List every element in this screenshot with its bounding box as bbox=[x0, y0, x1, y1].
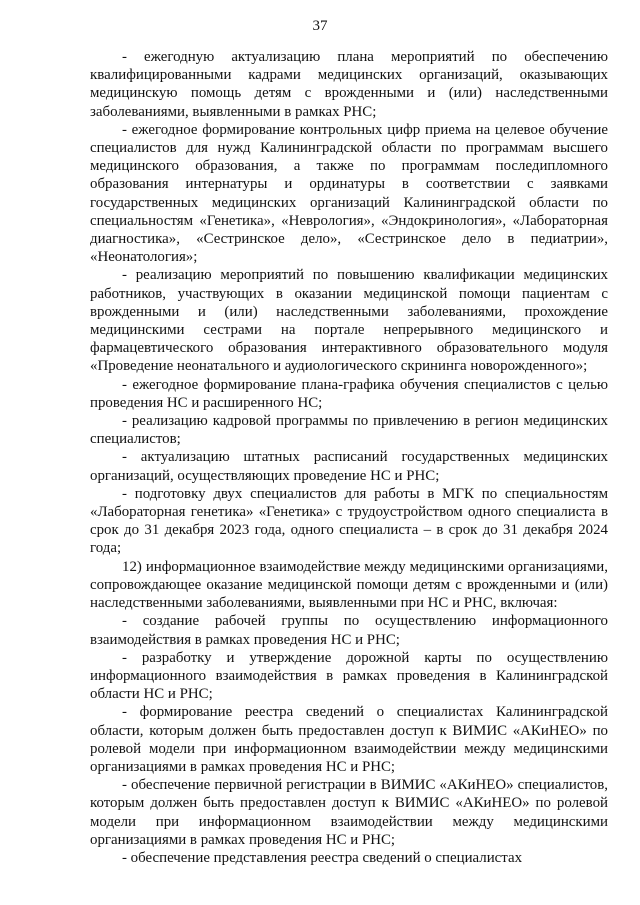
paragraph-mgk-specialists: - подготовку двух специалистов для работы в МГК по специальностям «Лабораторная генетика» «Генетика» с трудоустройством одного специалиста в срок до 31 декабря 2023 года, одного специалиста – в срок до 31 декабря 2024 года; bbox=[90, 485, 608, 557]
paragraph-working-group: - создание рабочей группы по осуществлению информационного взаимодействия в рамках проведения НС и РНС; bbox=[90, 613, 608, 648]
paragraph-training-schedule: - ежегодное формирование плана-графика обучения специалистов с целью проведения НС и расширенного НС; bbox=[90, 376, 608, 411]
page-number: 37 bbox=[312, 18, 328, 34]
paragraph-item-12-info-exchange: 12) информационное взаимодействие между медицинскими организациями, сопровождающее оказание медицинской помощи детям с врожденными и (или) наследственными заболеваниями, выявленными при НС и РНС, включая: bbox=[90, 558, 608, 612]
paragraph-specialist-registry: - формирование реестра сведений о специалистах Калининградской области, которым должен быть предоставлен доступ к ВИМИС «АКиНЕО» по ролевой модели при информационном взаимодействии между медицинскими организациями в рамках проведения НС и РНС; bbox=[90, 704, 608, 775]
paragraph-staffing-tables: - актуализацию штатных расписаний государственных медицинских организаций, осуществляющих проведение НС и РНС; bbox=[90, 449, 608, 484]
paragraph-personnel-program: - реализацию кадровой программы по привлечению в регион медицинских специалистов; bbox=[90, 413, 608, 448]
paragraph-admission-targets: - ежегодное формирование контрольных цифр приема на целевое обучение специалистов для нужд Калининградской области по программам высшего медицинского образования, а также по программам последипломного образования интернатуры и ординатуры в соответствии с заявками государственных медицинских организаций Калининградской области по специальностям «Генетика», «Неврология», «Эндокринология», «Лабораторная диагностика», «Сестринское дело», «Сестринское дело в педиатрии», «Неонатология»; bbox=[90, 121, 608, 266]
paragraph-annual-staffing-plan: - ежегодную актуализацию плана мероприятий по обеспечению квалифицированными кадрами медицинских организаций, оказывающих медицинскую помощь детям с врожденными и (или) наследственными заболеваниями, выявленными в рамках РНС; bbox=[90, 49, 608, 120]
paragraph-qualification-training: - реализацию мероприятий по повышению квалификации медицинских работников, участвующих в оказании медицинской помощи пациентам с врожденными и (или) наследственными заболеваниями, прохождение медицинскими сестрами на портале непрерывного медицинского и фармацевтического образования интерактивного образовательного модуля «Проведение неонатального и аудиологического скрининга новорожденного»; bbox=[90, 267, 608, 375]
document-body bbox=[90, 48, 608, 867]
paragraph-roadmap: - разработку и утверждение дорожной карты по осуществлению информационного взаимодействия в рамках проведения в Калининградской области НС и РНС; bbox=[90, 649, 608, 703]
paragraph-vimis-registration: - обеспечение первичной регистрации в ВИМИС «АКиНЕО» специалистов, которым должен быть предоставлен доступ к ВИМИС «АКиНЕО» по ролевой модели при информационном взаимодействии между медицинскими организациями в рамках проведения НС и РНС; bbox=[90, 777, 608, 848]
paragraph-registry-submission: - обеспечение представления реестра сведений о специалистах bbox=[122, 849, 523, 866]
